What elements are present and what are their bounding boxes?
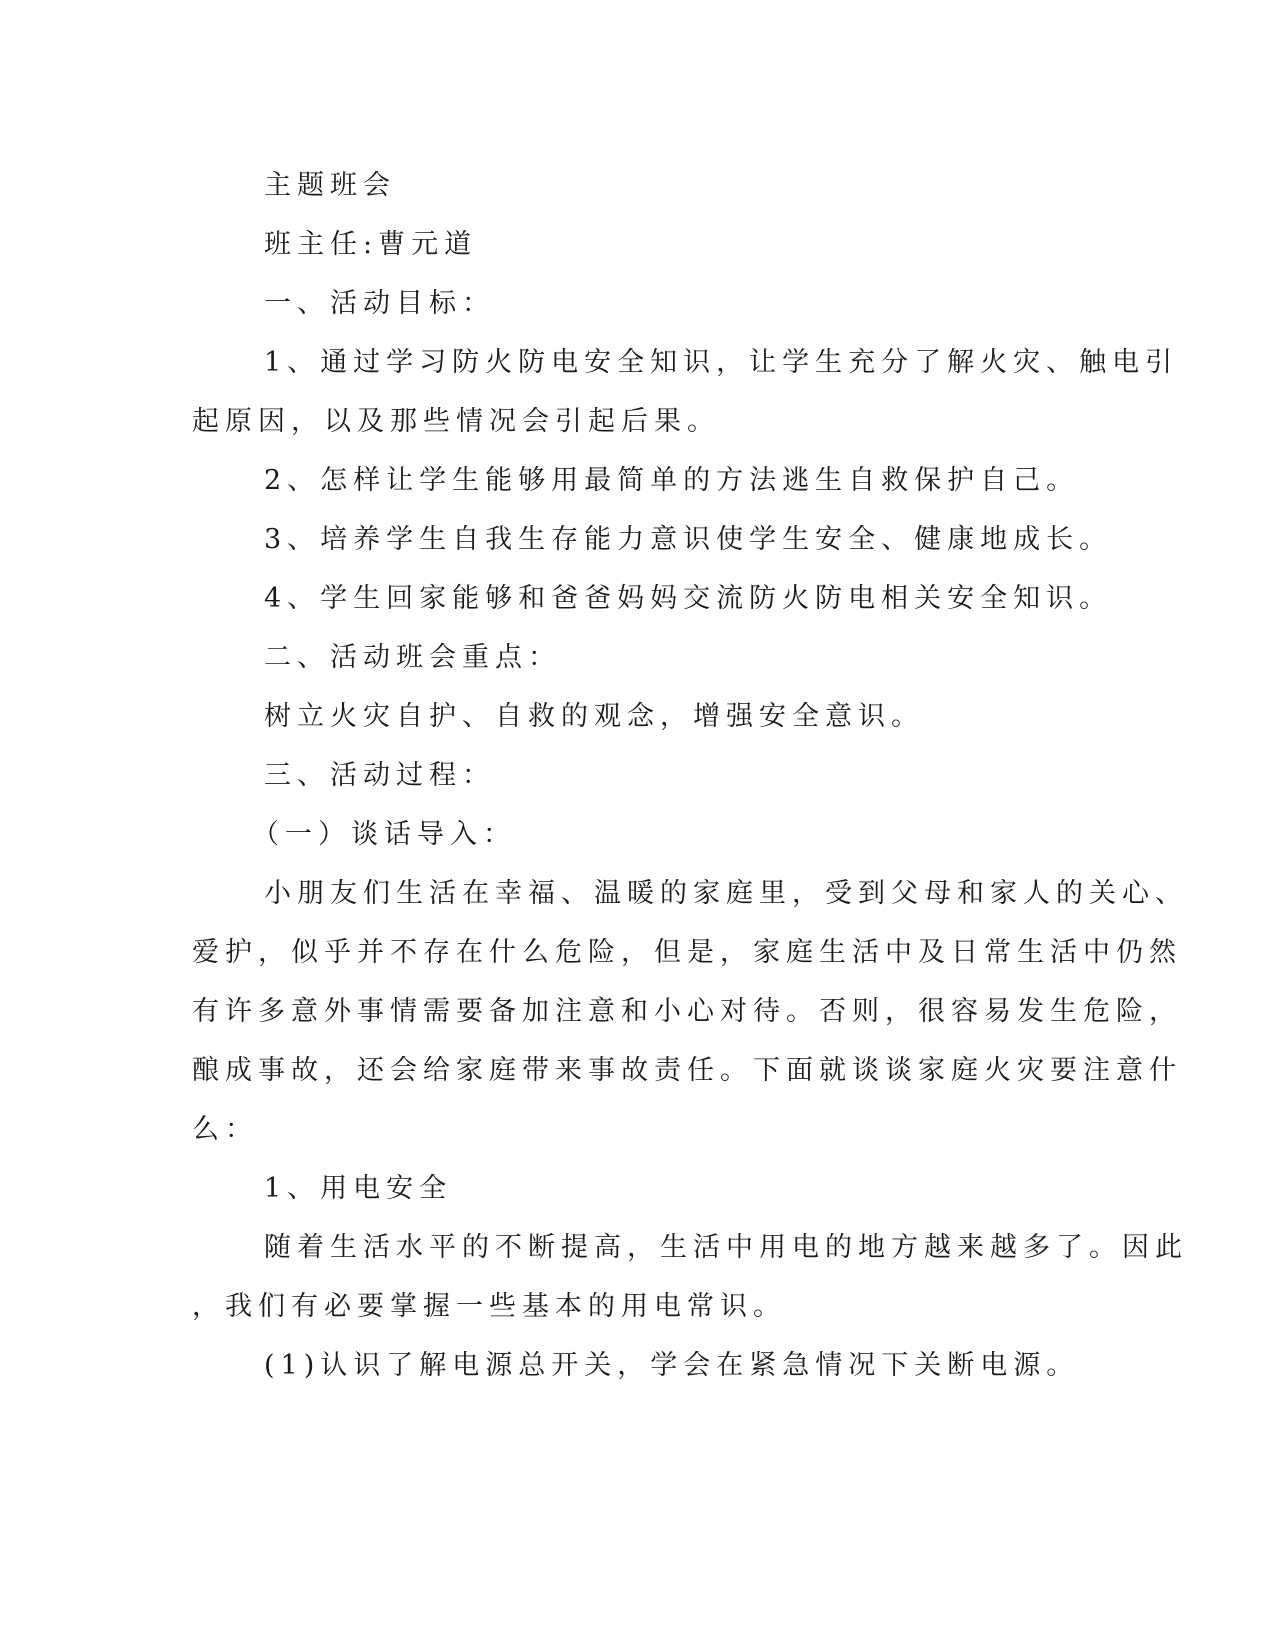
- electric-safety-line-1: 随着生活水平的不断提高，生活中用电的地方越来越多了。因此: [264, 1232, 1188, 1263]
- electric-safety-paragraph: [0, 1218, 1275, 1336]
- intro-line-4: 酿成事故，还会给家庭带来事故责任。下面就谈谈家庭火灾要注意什: [192, 1055, 1182, 1086]
- intro-line-2: 爱护，似乎并不存在什么危险，但是，家庭生活中及日常生活中仍然: [192, 937, 1182, 968]
- focus-text: 树立火灾自护、自救的观念，增强安全意识。: [264, 701, 924, 732]
- document-body: [0, 156, 1275, 1395]
- document-title: 主题班会: [264, 170, 396, 201]
- intro-line-3: 有许多意外事情需要备加注意和小心对待。否则，很容易发生危险，: [192, 996, 1182, 1027]
- goal-item-1: [0, 333, 1275, 451]
- section-heading-focus: 二、活动班会重点：: [264, 642, 561, 673]
- goal-item-1-line-1: 1、通过学习防火防电安全知识，让学生充分了解火灾、触电引: [264, 347, 1179, 378]
- goal-item-4: 4、学生回家能够和爸爸妈妈交流防火防电相关安全知识。: [264, 583, 1113, 614]
- intro-line-5: 么：: [192, 1114, 258, 1145]
- subsection-heading-intro: （一）谈话导入：: [252, 819, 516, 850]
- intro-line-1: 小朋友们生活在幸福、温暖的家庭里，受到父母和家人的关心、: [264, 878, 1188, 909]
- section-heading-process: 三、活动过程：: [264, 760, 495, 791]
- item-heading-electric-safety: 1、用电安全: [264, 1173, 453, 1204]
- electric-safety-point-1: (1)认识了解电源总开关，学会在紧急情况下关断电源。: [264, 1350, 1080, 1381]
- section-heading-goals: 一、活动目标：: [264, 288, 495, 319]
- teacher-line: 班主任:曹元道: [264, 229, 478, 260]
- goal-item-3: 3、培养学生自我生存能力意识使学生安全、健康地成长。: [264, 524, 1113, 555]
- goal-item-2: 2、怎样让学生能够用最简单的方法逃生自救保护自己。: [264, 465, 1080, 496]
- goal-item-1-line-2: 起原因，以及那些情况会引起后果。: [192, 406, 720, 437]
- electric-safety-line-2: ，我们有必要掌握一些基本的用电常识。: [192, 1291, 786, 1322]
- intro-paragraph: [0, 864, 1275, 1159]
